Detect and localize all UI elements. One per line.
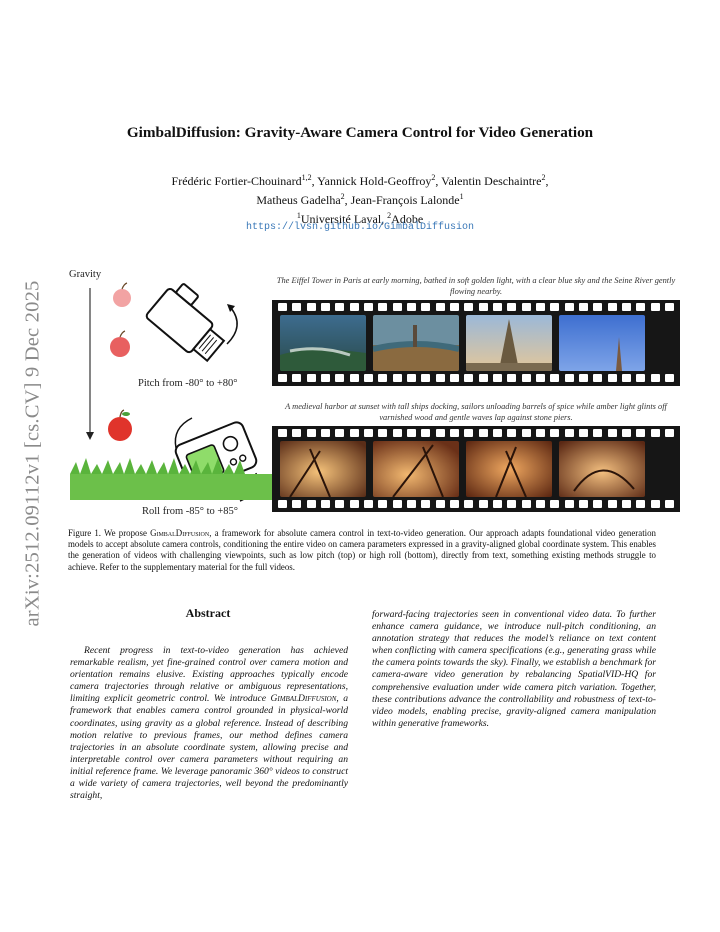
prompt-top: The Eiffel Tower in Paris at early morning, bathed in soft golden light, with a clear blue sky and the Seine River gently flowing nearby. <box>276 276 676 296</box>
affil-mark: 2 <box>340 192 345 201</box>
affil-mark: 1,2 <box>301 173 312 182</box>
video-frame <box>373 315 459 371</box>
caption-text: Figure 1. We propose <box>68 528 151 538</box>
author-name: , Jean-François Lalonde <box>344 193 460 207</box>
film-holes <box>278 374 674 383</box>
affiliation: Adobe <box>391 212 424 226</box>
affil-mark: 1 <box>459 192 464 201</box>
video-frame <box>559 441 645 497</box>
gravity-label: Gravity <box>69 269 102 280</box>
abstract-text: , a framework that enables camera control grounded in physical-world coordinates, using gravity as a global reference. Instead of describing motion relative to previous frames, our method defines camera trajectories in an absolute coordinate system, allowing precise and interpretable control over camera parameters without requiring an initial reference frame. We leverage panoramic 360° videos to construct a wide variety of camera trajectories, well beyond the predominantly straight, <box>70 693 349 802</box>
video-frame <box>280 315 366 371</box>
author-name: Frédéric Fortier-Chouinard <box>171 174 302 188</box>
method-name: GimbalDiffusion <box>150 528 210 538</box>
affil-mark: 2 <box>541 173 546 182</box>
abstract-paragraph: forward-facing trajectories seen in conventional video data. To further enhance camera guidance, we introduce null-pitch conditioning, an annotation strategy that reduces the model’s reliance on text content when conflicting with camera specifications (e.g., generating grass while the camera points towards the sky). Finally, we establish a benchmark for camera-aware video generation by rebalancing SpatialVID-HQ for comprehensive evaluation under wide camera pitch variation. Together, these contributions advance the controllability and robustness of text-to-video models, enabling precise, gravity-aligned camera manipulation within generative frameworks. <box>372 609 656 729</box>
authors-line-2 <box>120 189 600 208</box>
apple-icon <box>113 283 131 307</box>
affil-mark: 2 <box>387 211 392 220</box>
video-frame <box>559 315 645 371</box>
affil-mark: 2 <box>431 173 436 182</box>
project-link[interactable]: https://lvsn.github.io/GimbalDiffusion <box>245 222 475 233</box>
affiliation: Université Laval, <box>300 212 388 226</box>
author-block <box>120 170 600 227</box>
abstract-column-left <box>70 645 348 802</box>
pitch-label: Pitch from -80° to +80° <box>138 378 238 389</box>
grass <box>70 474 272 500</box>
video-frame <box>280 441 366 497</box>
abstract-text: Recent progress in text-to-video generation has achieved remarkable realism, yet fine-grained control over camera motion and orientation remains elusive. Existing approaches typically encode camera trajectories through relative or ambiguous representations, limiting explicit geometric control. We introduce <box>70 645 348 705</box>
author-name: , Valentin Deschaintre <box>435 174 542 188</box>
authors-line-1 <box>120 170 600 189</box>
arxiv-id: arXiv:2512.09112v1 [cs.CV] 9 Dec 2025 <box>21 280 44 626</box>
video-frame <box>466 315 552 371</box>
video-frame <box>373 441 459 497</box>
prompt-bottom: A medieval harbor at sunset with tall ships docking, sailors unloading barrels of spice while amber light glints off varnished wood and gentle waves lap against stone piers. <box>285 402 667 422</box>
diagram-art <box>66 268 276 520</box>
separator: , <box>545 174 549 188</box>
abstract-paragraph <box>70 645 348 802</box>
roll-label: Roll from -85° to +85° <box>142 506 238 517</box>
gravity-diagram <box>66 268 276 520</box>
paper-title: GimbalDiffusion: Gravity-Aware Camera Control for Video Generation <box>126 124 594 141</box>
apple-icon <box>110 331 130 357</box>
arxiv-watermark <box>20 268 46 638</box>
gravity-arrow-head <box>86 432 94 440</box>
film-holes <box>278 500 674 509</box>
film-holes <box>278 303 674 312</box>
figure-caption <box>68 528 656 573</box>
pitch-arrow <box>227 308 237 344</box>
apple-icon <box>108 410 132 441</box>
filmstrip-top <box>272 300 680 386</box>
author-name: , Yannick Hold-Geoffroy <box>311 174 432 188</box>
caption-text: , a framework for absolute camera control in text-to-video generation. Our approach adapts foundational video generation models to accept absolute camera controls, conditioning the entire video on camera parameters expressed in a gravity-aligned global coordinate system. This enables the generation of videos with challenging viewpoints, such as low pitch (top) or high roll (bottom), directly from text, something existing methods struggle to achieve. Refer to the supplementary material for the full videos. <box>68 528 656 572</box>
film-holes <box>278 429 674 438</box>
filmstrip-bottom <box>272 426 680 512</box>
abstract-heading: Abstract <box>185 606 231 620</box>
affil-mark: 1 <box>296 211 301 220</box>
camera-pitch-icon <box>145 278 235 365</box>
method-name: GimbalDiffusion <box>270 693 337 705</box>
video-frame <box>466 441 552 497</box>
abstract-column-right <box>372 609 656 730</box>
author-name: Matheus Gadelha <box>256 193 341 207</box>
